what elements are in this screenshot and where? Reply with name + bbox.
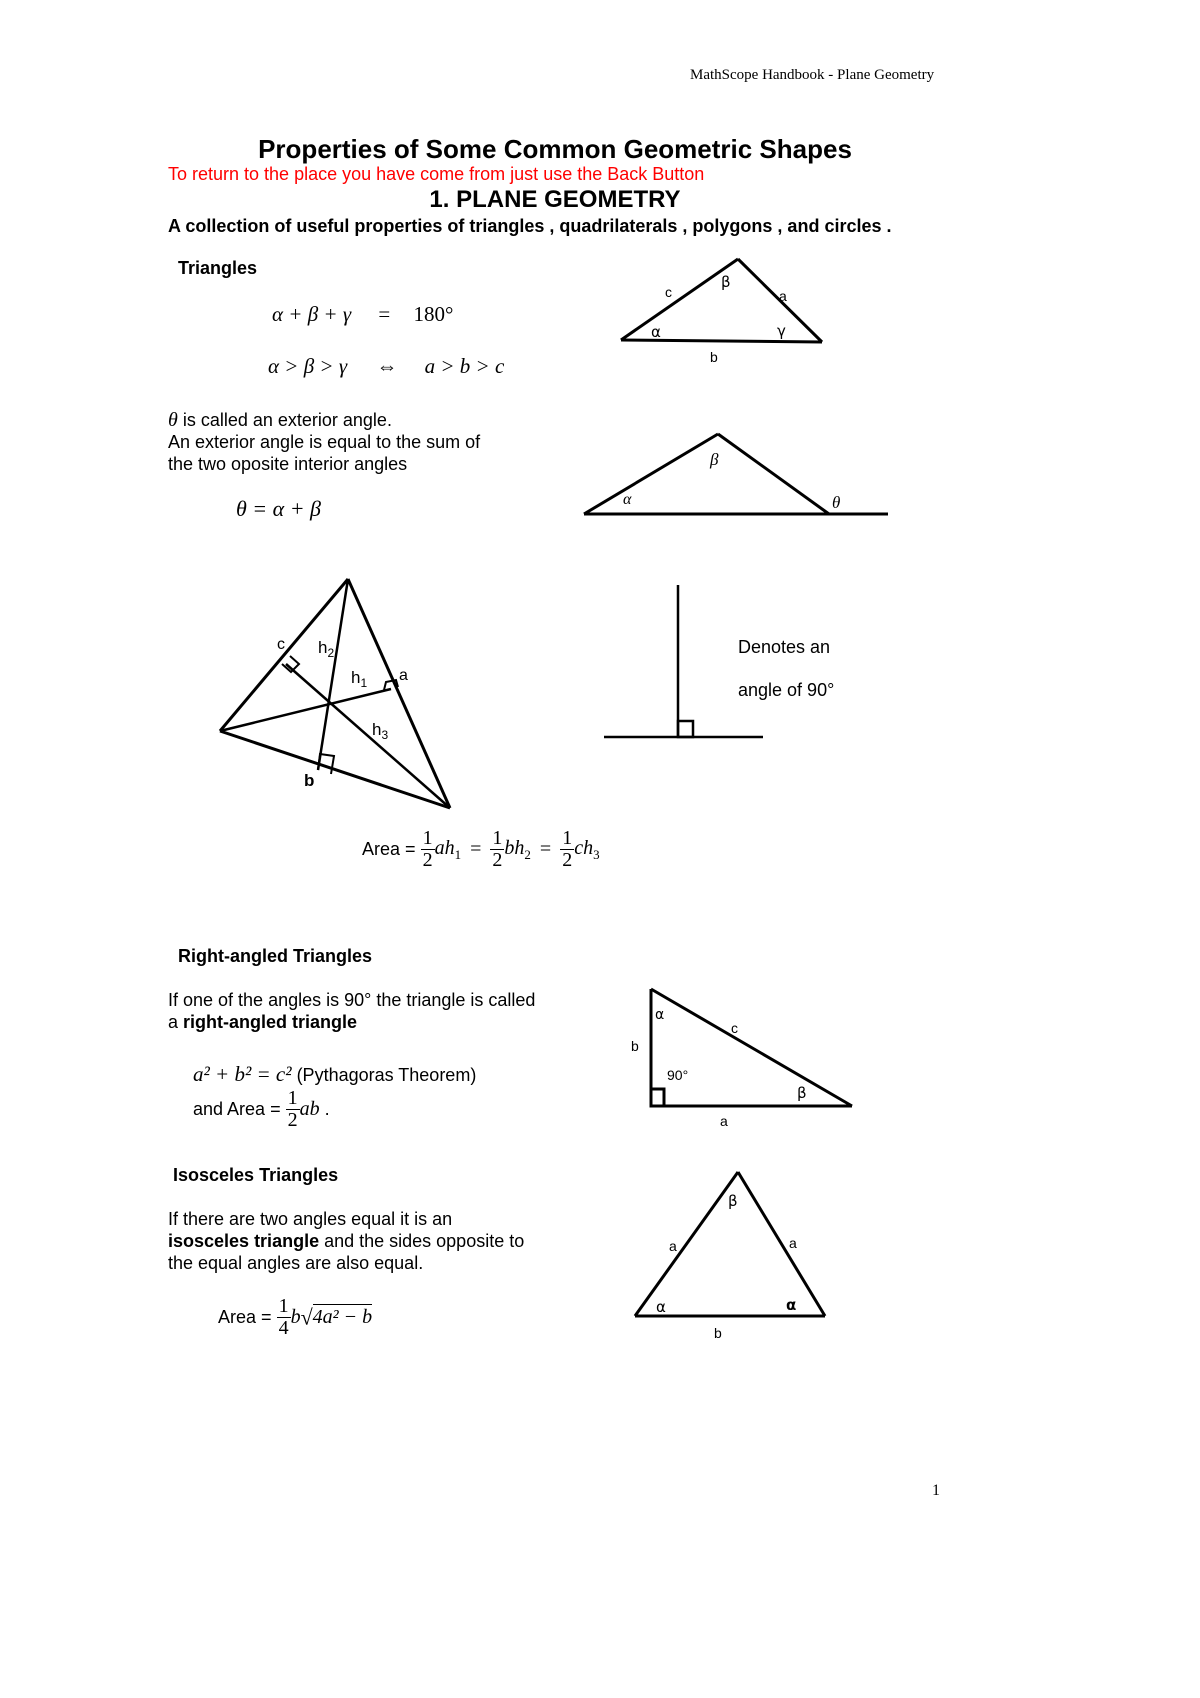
half-fraction-1: $\frac{1}{2}$ [422, 827, 433, 871]
fig2-theta: θ [832, 493, 841, 512]
page-number: 1 [932, 1482, 940, 1499]
right-angle-symbol [604, 585, 763, 737]
fig1-label-b: b [710, 349, 718, 365]
rt-label-a: a [720, 1113, 728, 1129]
area-label: Area = [362, 839, 416, 859]
half-fraction-2: $\frac{1}{2}$ [492, 827, 503, 871]
iso-alpha-left: α [656, 1298, 666, 1316]
fig3-label-a: a [399, 667, 408, 684]
half-fraction-3: $\frac{1}{2}$ [562, 827, 573, 871]
right-triangles-heading: Right-angled Triangles [178, 946, 373, 966]
fig1-label-a: a [779, 288, 787, 304]
isosceles-desc: If there are two angles equal it is an isosceles triangle and the sides opposite to the equal angles are also equal. [168, 1209, 525, 1273]
right-triangle-figure [651, 989, 852, 1106]
right-angle-note-line2: angle of 90° [738, 680, 835, 700]
exterior-angle-formula: θ = α + β [236, 496, 322, 521]
fig1-side-c [621, 259, 738, 340]
running-header: MathScope Handbook - Plane Geometry [690, 67, 935, 83]
rt-label-c: c [731, 1020, 738, 1036]
fig3-h2: $h_2$ [318, 638, 335, 660]
back-button-note: To return to the place you have come from just use the Back Button [168, 164, 705, 184]
iso-alpha-right: α [786, 1296, 797, 1314]
altitudes-figure [220, 579, 450, 808]
angle-sum-op: = [378, 302, 391, 326]
rt-beta: β [797, 1084, 807, 1102]
triangles-heading: Triangles [178, 258, 258, 278]
angle-sum-rhs: 180° [413, 302, 454, 326]
fig3-label-b: b [304, 771, 315, 790]
right-angle-note-line1: Denotes an [738, 637, 831, 657]
fig2-alpha: α [623, 491, 632, 508]
fig3-h1: $h_1$ [351, 668, 368, 690]
fig1-label-c: c [665, 284, 672, 300]
isosceles-area: Area = $\frac{1}{4}$ b√4a² − b [218, 1295, 373, 1339]
right-triangles-desc: If one of the angles is 90° the triangle is called a right-angled triangle [168, 990, 536, 1032]
angle-order-lhs: α > β > γ [268, 354, 348, 378]
angle-sum-lhs: α + β + γ [272, 302, 352, 326]
rt-alpha: α [655, 1007, 665, 1023]
angle-order-op: ⇔ [376, 354, 398, 378]
altitude-area-formula: Area = $\frac{1}{2}$ $ah_1$ = $\frac{1}{2}$ $bh_2$ = $\frac{1}{2}$ $ch_3$ [362, 827, 600, 871]
pythagoras-formula: a² + b² = c² (Pythagoras Theorem) [193, 1062, 477, 1086]
intro-text: A collection of useful properties of triangles , quadrilaterals , polygons , and circles . [168, 216, 892, 236]
area-term-2: $bh_2$ [504, 836, 531, 862]
area-term-1: $ah_1$ [434, 836, 462, 862]
iso-beta: β [728, 1192, 738, 1210]
angle-order-rhs: a > b > c [424, 354, 505, 378]
exterior-desc-line2: the two oposite interior angles [168, 454, 408, 474]
iso-label-a-right: a [789, 1235, 797, 1251]
area-term-3: $ch_3$ [574, 836, 600, 862]
fig3-h3: $h_3$ [372, 720, 389, 742]
isosceles-heading: Isosceles Triangles [173, 1165, 339, 1185]
fig3-label-c: c [277, 636, 285, 653]
fig1-alpha: α [651, 323, 661, 341]
page-title: Properties of Some Common Geometric Shapes [258, 134, 852, 164]
radical-sign: √ [300, 1304, 313, 1330]
exterior-desc-line1: An exterior angle is equal to the sum of [168, 432, 481, 452]
rt-label-b: b [631, 1038, 639, 1054]
fig1-beta: β [721, 273, 731, 291]
rt-ninety: 90° [667, 1067, 689, 1083]
iso-label-a-left: a [669, 1238, 677, 1254]
right-triangle-area: and Area = $\frac{1}{2}$ ab . [193, 1087, 330, 1131]
section-title: 1. PLANE GEOMETRY [429, 186, 681, 213]
exterior-called: is called an exterior angle. [177, 410, 392, 430]
fig2-beta: β [710, 450, 719, 469]
fig1-gamma: γ [777, 322, 786, 340]
iso-label-b: b [714, 1325, 722, 1341]
theta-symbol: θ [168, 409, 178, 431]
